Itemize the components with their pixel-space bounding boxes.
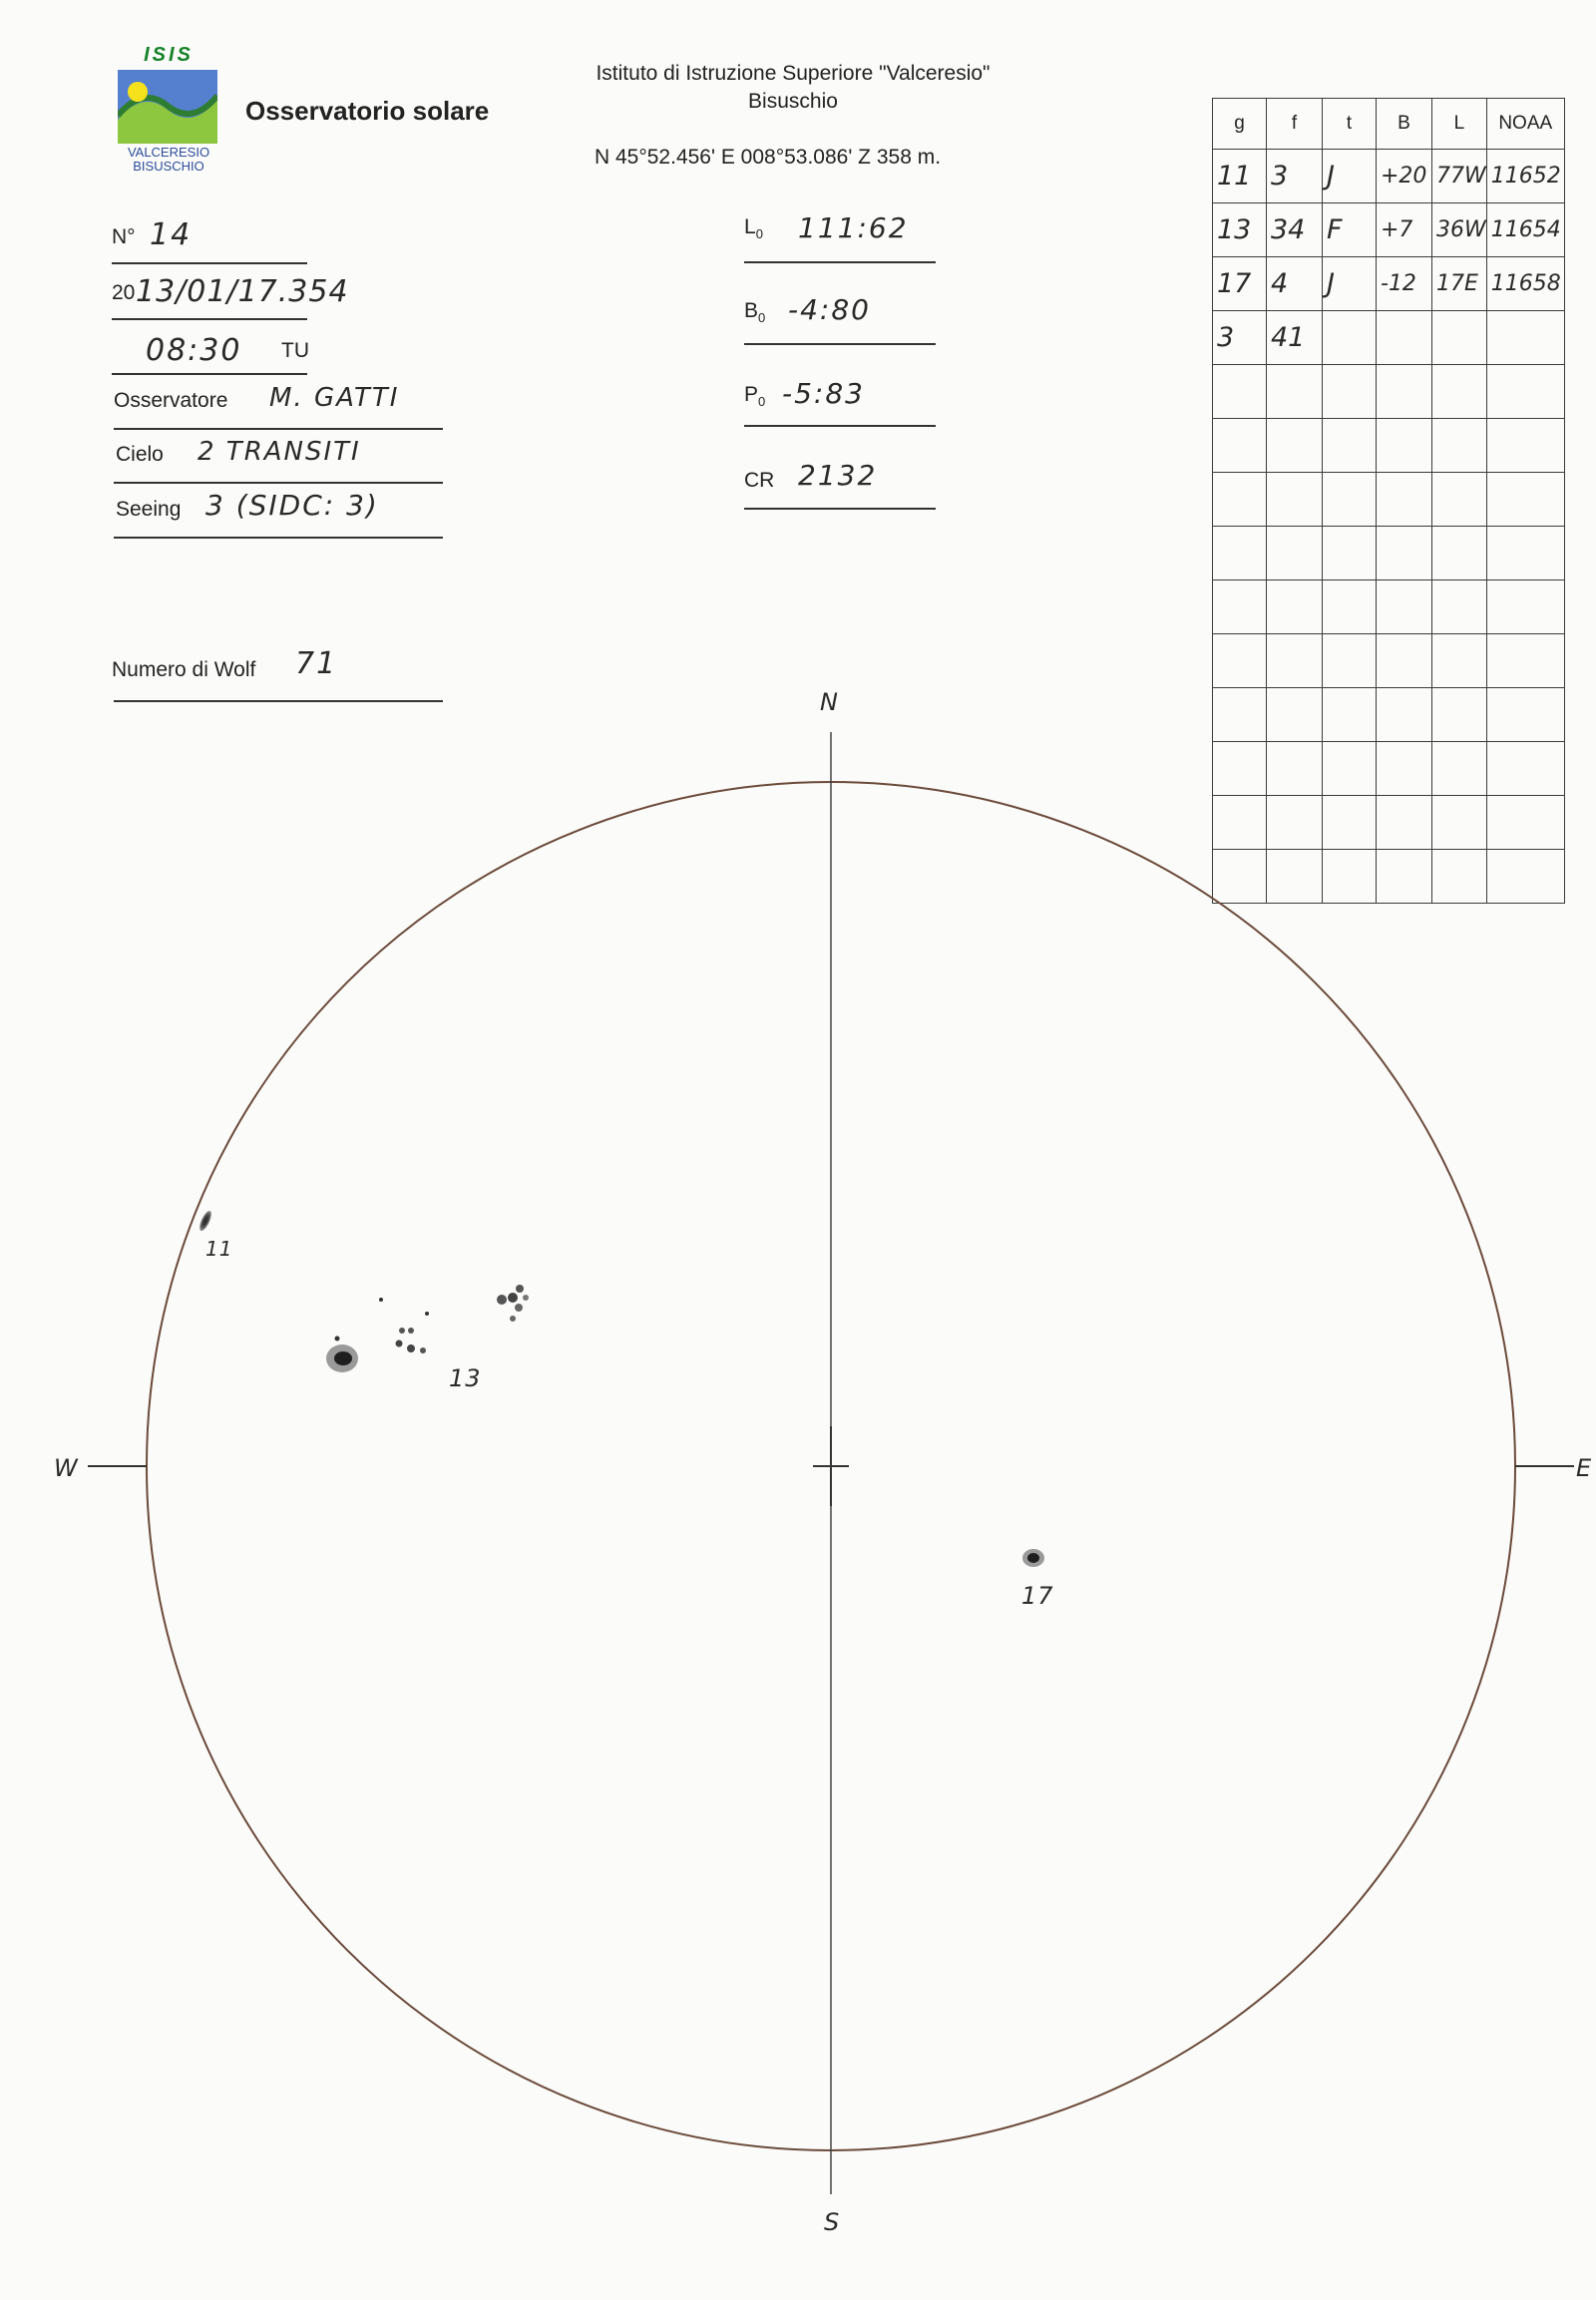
- cell-noaa: 11652: [1486, 150, 1564, 203]
- time-value: 08:30: [146, 333, 242, 368]
- cell-noaa: 11658: [1486, 257, 1564, 311]
- date-prefix: 20: [112, 281, 136, 304]
- cr-label: CR: [744, 469, 775, 492]
- b0-value: -4:80: [788, 293, 871, 326]
- p0-value: -5:83: [782, 377, 865, 410]
- group-label-11: 11: [205, 1237, 233, 1261]
- sky-label: Cielo: [116, 443, 164, 466]
- header-b: B: [1377, 99, 1432, 150]
- sunspot-group-17: [1022, 1549, 1044, 1567]
- east-label: E: [1576, 1454, 1592, 1482]
- cell-t: J: [1323, 150, 1377, 203]
- header-l: L: [1432, 99, 1487, 150]
- sunspot-group-11: [198, 1209, 214, 1232]
- south-label: S: [824, 2208, 840, 2236]
- site-coordinates: N 45°52.456' E 008°53.086' Z 358 m.: [595, 146, 942, 169]
- wolf-label: Numero di Wolf: [112, 658, 256, 681]
- header-noaa: NOAA: [1486, 99, 1564, 150]
- cell-l: 17E: [1432, 257, 1487, 311]
- cr-value: 2132: [798, 459, 878, 492]
- cell-g: 11: [1213, 150, 1267, 203]
- cell-f: 3: [1267, 150, 1323, 203]
- p0-label: $P_0$: [744, 383, 766, 410]
- number-value: 14: [150, 217, 193, 252]
- cell-g: 13: [1213, 203, 1267, 257]
- cell-b: -12: [1377, 257, 1432, 311]
- group-label-13: 13: [449, 1364, 482, 1392]
- west-label: W: [54, 1454, 78, 1482]
- b0-label: $B_0$: [744, 299, 766, 326]
- wolf-value: 71: [295, 646, 338, 681]
- header-t: t: [1323, 99, 1377, 150]
- time-unit: TU: [281, 339, 309, 362]
- observer-value: M. GATTI: [269, 383, 400, 413]
- cell-f: 4: [1267, 257, 1323, 311]
- sky-value: 2 TRANSITI: [198, 437, 361, 467]
- header-f: f: [1267, 99, 1323, 150]
- observer-label: Osservatore: [114, 389, 228, 412]
- sunspot-group-13: [326, 1285, 529, 1372]
- cell-g: 17: [1213, 257, 1267, 311]
- seeing-label: Seeing: [116, 498, 182, 521]
- date-value: 13/01/17.354: [136, 274, 349, 309]
- cell-noaa: 11654: [1486, 203, 1564, 257]
- group-label-17: 17: [1021, 1582, 1054, 1610]
- logo-subtitle-1: VALCERESIO: [127, 145, 210, 160]
- cell-t: J: [1323, 257, 1377, 311]
- logo-isis-text: ISIS: [144, 44, 194, 66]
- header-g: g: [1213, 99, 1267, 150]
- north-label: N: [820, 688, 838, 716]
- cell-b: +20: [1377, 150, 1432, 203]
- institute-name: Istituto di Istruzione Superiore "Valceresio": [596, 62, 991, 85]
- seeing-value: 3 (SIDC: 3): [205, 489, 379, 522]
- cell-b: +7: [1377, 203, 1432, 257]
- logo-subtitle-2: BISUSCHIO: [133, 159, 204, 174]
- observatory-title: Osservatorio solare: [245, 96, 490, 126]
- cell-l: 36W: [1432, 203, 1487, 257]
- cell-t: F: [1323, 203, 1377, 257]
- number-label: N°: [112, 225, 136, 248]
- total-spots: 41: [1267, 311, 1323, 365]
- total-groups: 3: [1213, 311, 1267, 365]
- cell-f: 34: [1267, 203, 1323, 257]
- institute-town: Bisuschio: [748, 90, 838, 113]
- l0-label: $L_0$: [744, 215, 763, 242]
- l0-value: 111:62: [798, 211, 909, 244]
- cell-l: 77W: [1432, 150, 1487, 203]
